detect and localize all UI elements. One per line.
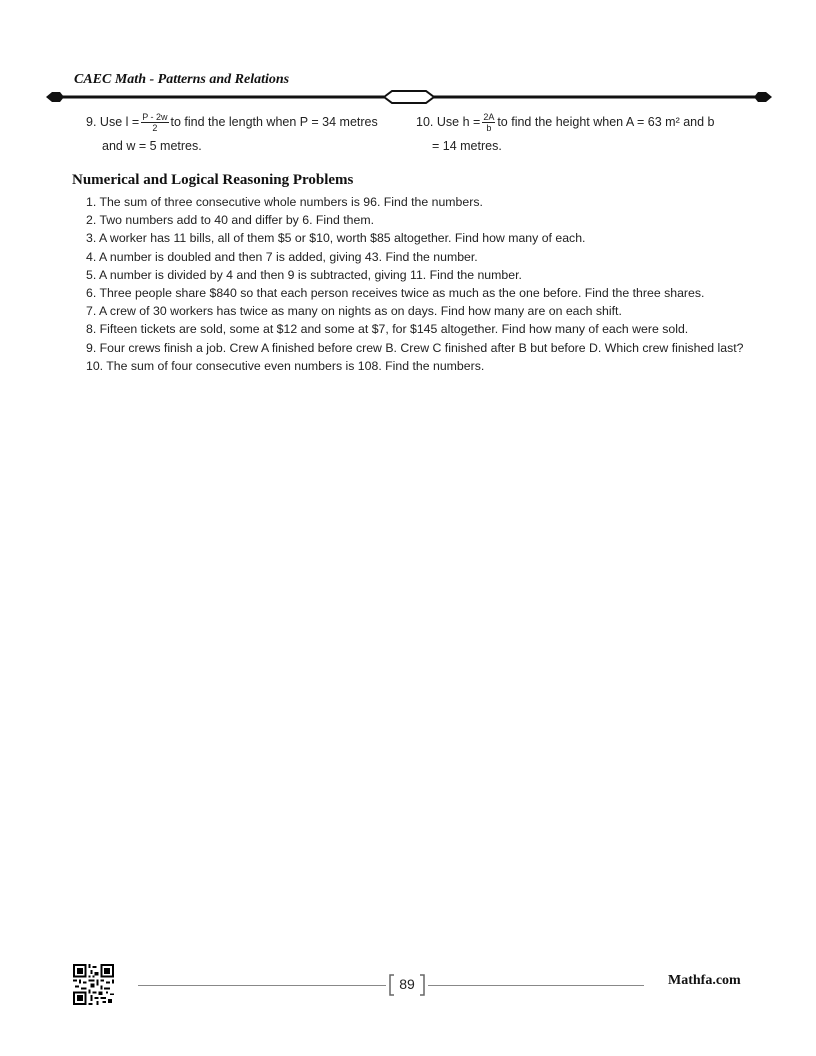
footer-rule-right: [428, 985, 644, 986]
formula-q10: [416, 110, 746, 158]
formula-q10-suffix: to find the height when A = 63 m² and b: [497, 115, 715, 129]
problem-item: 8. Fifteen tickets are sold, some at $12 and some at $7, for $145 altogether. Find how many of each were sold.: [86, 322, 689, 337]
header-title: CAEC Math - Patterns and Relations: [74, 72, 290, 87]
formula-q9-number: 9.: [86, 115, 97, 129]
formula-q10-number: 10.: [416, 115, 434, 129]
section-title: Numerical and Logical Reasoning Problems: [72, 172, 354, 188]
formula-q10-fraction: [482, 112, 495, 133]
problem-item: 2. Two numbers add to 40 and differ by 6. Find them.: [86, 213, 375, 228]
formula-q9: [86, 110, 396, 158]
problem-list: [86, 193, 746, 375]
formula-q9-prefix: Use l =: [99, 115, 140, 129]
problem-item: 6. Three people share $840 so that each person receives twice as much as the one before. Find the three shares.: [86, 286, 705, 301]
formula-q10-denominator: b: [486, 123, 492, 134]
formula-q10-prefix: Use h =: [436, 115, 481, 129]
qr-code-icon: [73, 964, 114, 1005]
site-name: Mathfa.com: [668, 973, 741, 988]
formula-q9-suffix: to find the length when P = 34 metres: [170, 115, 378, 129]
formula-q10-numerator: 2A: [483, 112, 495, 123]
formula-q9-fraction: [141, 112, 168, 133]
problem-item: 4. A number is doubled and then 7 is added, giving 43. Find the number.: [86, 249, 478, 264]
problem-item: 7. A crew of 30 workers has twice as many on nights as on days. Find how many are on each shift.: [86, 304, 622, 319]
problem-item: 3. A worker has 11 bills, all of them $5 or $10, worth $85 altogether. Find how many of each.: [86, 231, 586, 246]
formula-q10-line2: = 14 metres.: [432, 139, 502, 153]
header-rule: [46, 88, 772, 106]
problem-item: 5. A number is divided by 4 and then 9 is subtracted, giving 11. Find the number.: [86, 267, 522, 282]
problem-item: 10. The sum of four consecutive even numbers is 108. Find the numbers.: [86, 358, 485, 373]
formula-q9-denominator: 2: [152, 123, 158, 134]
problem-item: 9. Four crews finish a job. Crew A finished before crew B. Crew C finished after B but before D. Which crew finished last?: [86, 340, 744, 355]
page-number: 89: [399, 976, 415, 992]
formula-q9-line2: and w = 5 metres.: [102, 139, 202, 153]
footer-rule-left: [138, 985, 386, 986]
problem-item: 1. The sum of three consecutive whole numbers is 96. Find the numbers.: [86, 195, 483, 209]
formula-q9-numerator: P - 2w: [142, 112, 168, 123]
